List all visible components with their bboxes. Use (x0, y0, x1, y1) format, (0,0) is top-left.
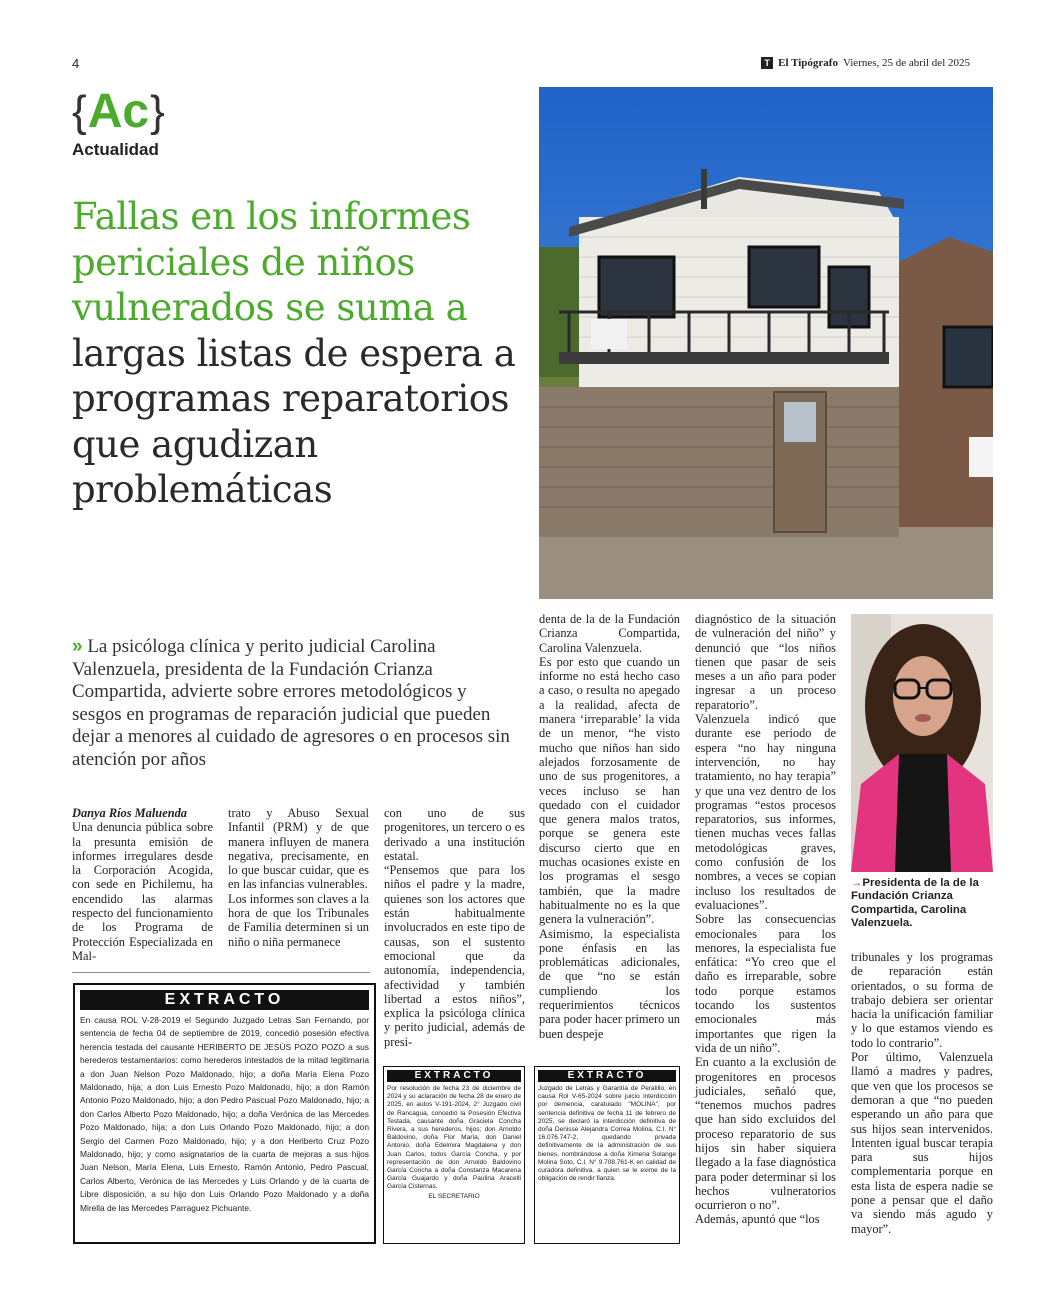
notice-body: Por resolución de fecha 23 de diciembre de 2024 y su aclaración de fecha 28 de enero de 2025, en autos V-191-2024, 2° Juzgado civil de Rancagua, concedió la Posesión Efectiva Testada, causante doña Graciela Concha Rivera, a sus herederos, hijos; don Arnoldo Baldovino, doña Flor María, don Daniel Antonio, doña Edelmira Magdalena y don Juan Carlos, todos García Concha, y por representación de don Arnoldo Baldovino García Concha a doña Constanza Macarena García Guajardo y doña Paulina Aracelli García Cisternas. (387, 1085, 521, 1191)
byline: Danya Ríos Maluenda (72, 806, 187, 820)
notice-title: EXTRACTO (80, 990, 369, 1010)
notice-signature: EL SECRETARIO (428, 1192, 480, 1200)
legal-notice-1 (73, 983, 376, 1244)
masthead (761, 57, 970, 69)
caption-text: Presidenta de la de la Fundación Crianza Compartida, Carolina Valenzuela. (851, 877, 979, 930)
article-col1-text: Una denuncia pública sobre la presunta emisión de informes irregulares desde la Corporación Acogida, con sede en Pichilemu, ha encendido las alarmas respecto del funcionamiento de los Programa de Protección Especializada en Mal- (72, 820, 213, 963)
masthead-date: Viernes, 25 de abril del 2025 (842, 57, 970, 69)
article-column-6: tribunales y los programas de reparación están orientados, o su forma de trabajo debiera ser orientar hacia la unificación familiar y lo que estamos viendo es todo lo contrario”. Por último, Valenzuela llamó a madres y padres, que ven que los procesos se demoran a que “no pueden esperando un año para que sus hijos sean intervenidos. Intenten igual buscar terapia para sus hijos complementaria porque en esta lista de espera nadie se pone a pensar que el daño va siendo más agudo y mayor”. (851, 950, 993, 1236)
article-column-5: diagnóstico de la situación de vulneración del niño” y denunció que “los niños tienen que pasar de seis meses a un año para poder ingresar a un proceso reparatorio”. Valenzuela indicó que durante ese periodo de espera “no hay ninguna intervención, no hay tratamiento, no hay terapia” y que una vez dentro de los programas “estos procesos reparatorios, sus informes, tienen muchas veces fallas metodológicas graves, como confusión de los nombres, a veces se copian incluso los resultados de evaluaciones”. Sobre las consecuencias emocionales para los menores, la especialista fue enfática: “Yo creo que el daño es irreparable, sobre todo porque estamos tocando los sustentos emocionales más importantes que rigen la vida de un niño”. En cuanto a la exclusión de progenitores en procesos judiciales, señaló que, “tenemos muchos padres que han sido excluidos del proceso reparatorio de sus hijos sin haber siquiera llegado a la fase diagnóstica para poder determinar si los hechos vulneratorios ocurrieron o no”. Además, apuntó que “los (695, 612, 836, 1227)
masthead-name: El Tipógrafo (778, 57, 838, 69)
page-number: 4 (72, 56, 80, 71)
section-name: Actualidad (72, 140, 159, 159)
brace-open: { (72, 87, 87, 136)
lead-marker-icon: » (72, 636, 83, 657)
article-column-3: con uno de sus progenitores, un tercero o es derivado a una institución estatal. “Pensemos que para los niños el padre y la madre, quienes son los actores que están habitualmente involucrados en este tipo de causas, son el sustento emocional que da autonomía, independencia, afectividad y también libertad a estos niños”, explica la psicóloga clínica y perito judicial, además de presi- (384, 806, 525, 1049)
lead-paragraph (72, 636, 520, 771)
masthead-logo-icon: T (761, 57, 773, 69)
portrait-photo (851, 614, 993, 872)
headline-green: Fallas en los informes periciales de niños vulnerados se suma a (72, 195, 471, 329)
legal-notice-3 (534, 1066, 680, 1244)
divider (72, 972, 370, 973)
article-column-1 (72, 806, 213, 963)
brace-close: } (150, 87, 165, 136)
lead-text: La psicóloga clínica y perito judicial Carolina Valenzuela, presidenta de la Fundación Crianza Compartida, advierte sobre errores metodológicos y sesgos en programas de reparación judicial que pueden dejar a menores al cuidado de agresores o en procesos sin atención por años (72, 636, 510, 770)
article-column-2: trato y Abuso Sexual Infantil (PRM) y de que manera influyen de manera negativa, precisamente, en lo que buscar cuidar, que es en las infancias vulnerables. Los informes son claves a la hora de que los Tribunales de Familia determinen si un niño o niña permanece (228, 806, 369, 949)
headline (72, 194, 532, 513)
notice-title: EXTRACTO (387, 1070, 521, 1082)
headline-dark: largas listas de espera a programas reparatorios que agudizan problemáticas (72, 331, 516, 511)
notice-body: Juzgado de Letras y Garantía de Peralillo, en causa Rol V-65-2024 sobre juicio interdicción por demencia, caratulado "MOLINA", por sentencia definitiva de fecha 11 de febrero de 2025, se declaró la interdicción definitiva de doña Denisse Alejandra Correa Molina, C.I. N° 16.076.747-2, quedando privada definitivamente de la administración de sus bienes, nombrándose a doña Ximena Solange Molina Soto, C.I. N° 9.708.761-K en calidad de curadora definitiva, a quien se le exime de la obligación de rendir fianza. (538, 1085, 676, 1183)
legal-notice-2 (383, 1066, 525, 1244)
section-code: Ac (87, 85, 150, 138)
photo-caption (851, 877, 993, 931)
section-tag (72, 82, 165, 160)
notice-title: EXTRACTO (538, 1070, 676, 1082)
notice-body: En causa ROL V-28-2019 el Segundo Juzgado Letras San Fernando, por sentencia de fecha 04 de septiembre de 2019, concedió posesión efectiva herencia testada del causante HERIBERTO DE JESÚS POZO POZO a sus herederos testamentarios: como herederos intestados de la mitad legitimaria a don Juan Nelson Pozo Maldonado, hijo; a doña María Elena Pozo Maldonado, hija; a don Luis Ernesto Pozo Maldonado, hijo; a don Ramón Antonio Pozo Maldonado, hijo; a don Pedro Pascual Pozo Maldonado, hijo; a don Carlos Alberto Pozo Maldonado, hijo; a doña Verónica de las Mercedes Pozo Maldonado, hija; a don Luis Orlando Pozo Maldonado, hijo; a don Sergio del Carmen Pozo Maldonado, hijo; y a don Heriberto Cruz Pozo Maldonado, hijo; y como asignatarios de la cuarta de mejoras a sus hijos Juan Nelson, María Elena, Luis Ernesto, Ramón Antonio, Pedro Pascual, Carlos Alberto, Verónica de las Mercedes y Luis Orlando y de la cuarta de Libre disposición, a su hijo don Luis Orlando Pozo Maldonado y a doña Mirella de las Mercedes Parraguez Pichuante. (80, 1015, 369, 1213)
article-column-4: denta de la de la Fundación Crianza Compartida, Carolina Valenzuela. Es por esto que cuando un informe no está hecho caso a caso, o resulta no apegado a la realidad, afecta de manera ‘irreparable’ la vida de un menor, “he visto mucho que niños han sido alejados forzosamente de uno de sus progenitores, a veces incluso se han quedado con el cuidador que genera malos tratos, porque se genera este discurso cierto que en muchas ocasiones existe en los programas el sesgo también, que la madre habitualmente no es la que genera la vulneración”. Asimismo, la especialista pone énfasis en las problemáticas adicionales, de que “no se están cumpliendo los requerimientos técnicos para poder hacer primero un buen despeje (539, 612, 680, 1041)
caption-arrow-icon: → (851, 877, 863, 889)
building-photo (539, 87, 993, 599)
